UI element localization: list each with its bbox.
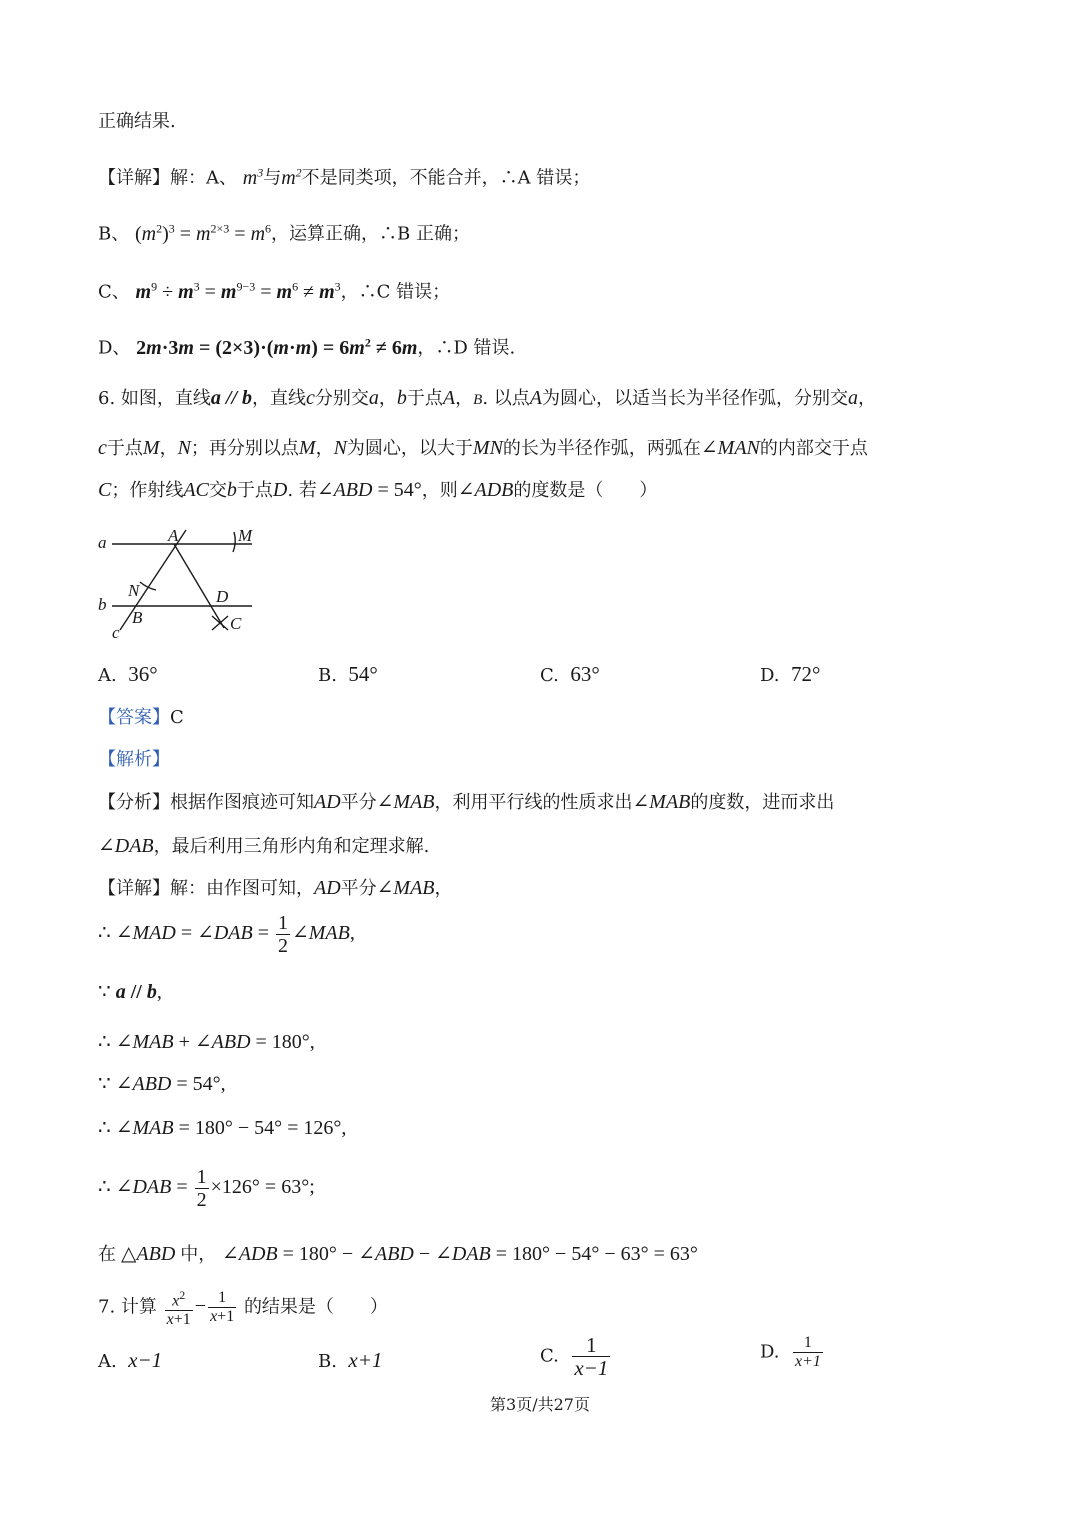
answer-tag: 【答案】 [98, 707, 170, 728]
label-A: A [168, 526, 179, 545]
label-M: M [238, 526, 253, 545]
q6-step-6: ∴ ∠DAB = $\frac{1}{2}$ ×126° = 63°; [98, 1166, 315, 1211]
q6-option-d: D. 72° [760, 662, 821, 686]
q6-step-4: ∵ ∠ABD = 54°, [98, 1073, 226, 1095]
label-b: b [98, 595, 107, 614]
q6-step-3: ∴ ∠MAB + ∠ABD = 180°, [98, 1031, 315, 1053]
q6-fenxi-line2: ∠DAB，最后利用三角形内角和定理求解. [98, 835, 430, 857]
label-c: c [112, 623, 120, 642]
q6-fenxi-line1: 【分析】根据作图痕迹可知AD平分∠MAB，利用平行线的性质求出∠MAB的度数，进而求出 [98, 791, 835, 813]
q5-detail-a: 【详解】解：A、 $m^3$与$m^2$不是同类项，不能合并，∴A 错误； [98, 165, 591, 189]
q6-geometry-figure [90, 520, 270, 645]
line-c [120, 530, 186, 630]
q6-stem-line2: c于点M，N；再分别以点M，N为圆心，以大于MN的长为半径作弧，两弧在∠MAN的内部交于点 [98, 437, 868, 459]
q7-option-a: A. x−1 [98, 1348, 163, 1372]
q6-option-b: B. 54° [318, 662, 378, 686]
label-B: B [132, 608, 143, 627]
q7-stem: 7. 计算 $\frac{x^2}{x+1}$ − $\frac{1}{x+1}$ 的结果是（ ） [98, 1288, 388, 1329]
q6-detail-line1: 【详解】解：由作图可知，AD平分∠MAB， [98, 877, 453, 899]
q5-detail-b: B、 $(m^2)^3 = m^{2\times 3} = m^6$，运算正确，∴B 正确； [98, 221, 470, 245]
label-C: C [230, 614, 242, 633]
page-footer: 第3页/共27页 [490, 1395, 590, 1414]
answer-value: C [170, 707, 184, 728]
q7-option-d: D. $\frac{1}{x+1}$ [760, 1334, 821, 1370]
label-D: D [216, 587, 229, 606]
q7-option-b: B. x+1 [318, 1348, 383, 1372]
arc-c [212, 616, 228, 630]
q6-stem-line3: C；作射线AC交b于点D. 若∠ABD = 54°，则∠ADB的度数是（ ） [98, 479, 658, 501]
q6-step-2: ∵ a // b, [98, 981, 162, 1003]
detail-tag: 【详解】 [98, 167, 170, 189]
q5-detail-c: C、 $m^9 \div m^3 = m^{9-3} = m^6 \ne m^3$，∴C 错误； [98, 279, 451, 303]
q6-step-final: 在 △ABD 中， ∠ADB = 180° − ∠ABD − ∠DAB = 180° − 54° − 63° = 63° [98, 1243, 698, 1265]
q6-step-5: ∴ ∠MAB = 180° − 54° = 126°, [98, 1117, 347, 1139]
q5-detail-d: D、 $2m\cdot 3m = (2\times 3)\cdot(m\cdot m) = 6m^2 \ne 6m$，∴D 错误. [98, 335, 516, 359]
q6-option-c: C. 63° [540, 662, 600, 686]
intro-text: 正确结果. [98, 111, 176, 132]
q7-option-c: C. $\frac{1}{x-1}$ [540, 1333, 609, 1380]
arc-m [233, 532, 235, 552]
label-N: N [128, 581, 140, 600]
ray-ac [174, 544, 224, 628]
label-a: a [98, 533, 107, 552]
q6-analysis-tag: 【解析】 [98, 749, 170, 770]
q6-option-a: A. 36° [98, 662, 158, 686]
q6-stem-line1: 6. 如图，直线a // b，直线c分别交a，b于点A，B. 以点A为圆心，以适当长为半径作弧，分别交a， [98, 387, 876, 409]
q6-step-1: ∴ ∠MAD = ∠DAB = $\frac{1}{2}$ ∠MAB, [98, 912, 355, 957]
q6-answer [98, 706, 184, 730]
